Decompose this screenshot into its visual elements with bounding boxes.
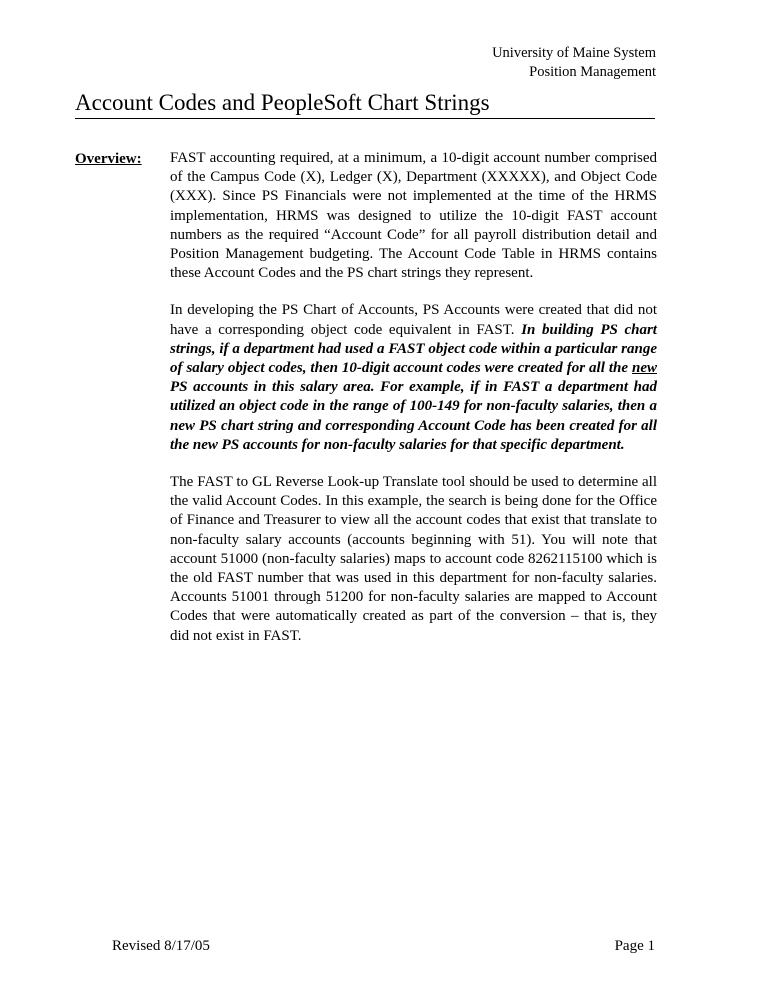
paragraph-2-emphasis-b: PS accounts in this salary area. For example, if in FAST a department had utilized an object code in the range of 100-149 for non-faculty salaries, then a new PS chart string and corresponding Account Code has been created for all the new PS accounts for non-faculty salaries for that specific department. — [170, 379, 657, 453]
paragraph-2-plain: In developing the PS Chart of Accounts, PS Accounts were created that did not have a corresponding object code equivalent in FAST. — [170, 302, 657, 338]
overview-body — [170, 149, 657, 664]
footer-revised: Revised 8/17/05 — [112, 938, 210, 954]
footer-page-number: Page 1 — [614, 938, 655, 954]
paragraph-3: The FAST to GL Reverse Look-up Translate tool should be used to determine all the valid Account Codes. In this example, the search is being done for the Office of Finance and Treasurer to view all the account codes that exist that translate to non-faculty salary accounts (accounts beginning with 51). You will note that account 51000 (non-faculty salaries) maps to account code 8262115100 which is the old FAST number that was used in this department for non-faculty salaries. Accounts 51001 through 51200 for non-faculty salaries are mapped to Account Codes that were automatically created as part of the conversion – that is, they did not exist in FAST. — [170, 474, 657, 644]
overview-label: Overview: — [75, 151, 142, 167]
header-department: Position Management — [529, 64, 656, 80]
document-title: Account Codes and PeopleSoft Chart Strings — [75, 88, 655, 119]
paragraph-1: FAST accounting required, at a minimum, a 10-digit account number comprised of the Campus Code (X), Ledger (X), Department (XXXXX), and Object Code (XXX). Since PS Financials were not implemented at the time of the HRMS implementation, HRMS was designed to utilize the 10-digit FAST account numbers as the required “Account Code” for all payroll distribution detail and Position Management budgeting. The Account Code Table in HRMS contains these Account Codes and the PS chart strings they represent. — [170, 150, 657, 282]
paragraph-2-emphasis-new: new — [631, 360, 657, 377]
paragraph-2 — [170, 301, 657, 455]
paragraph-2-emphasis-a: In building PS chart strings, if a department had used a FAST object code within a particular range of salary object codes, then 10-digit account codes were created for all the — [170, 321, 657, 377]
page-header — [492, 44, 656, 82]
header-organization: University of Maine System — [492, 45, 656, 61]
